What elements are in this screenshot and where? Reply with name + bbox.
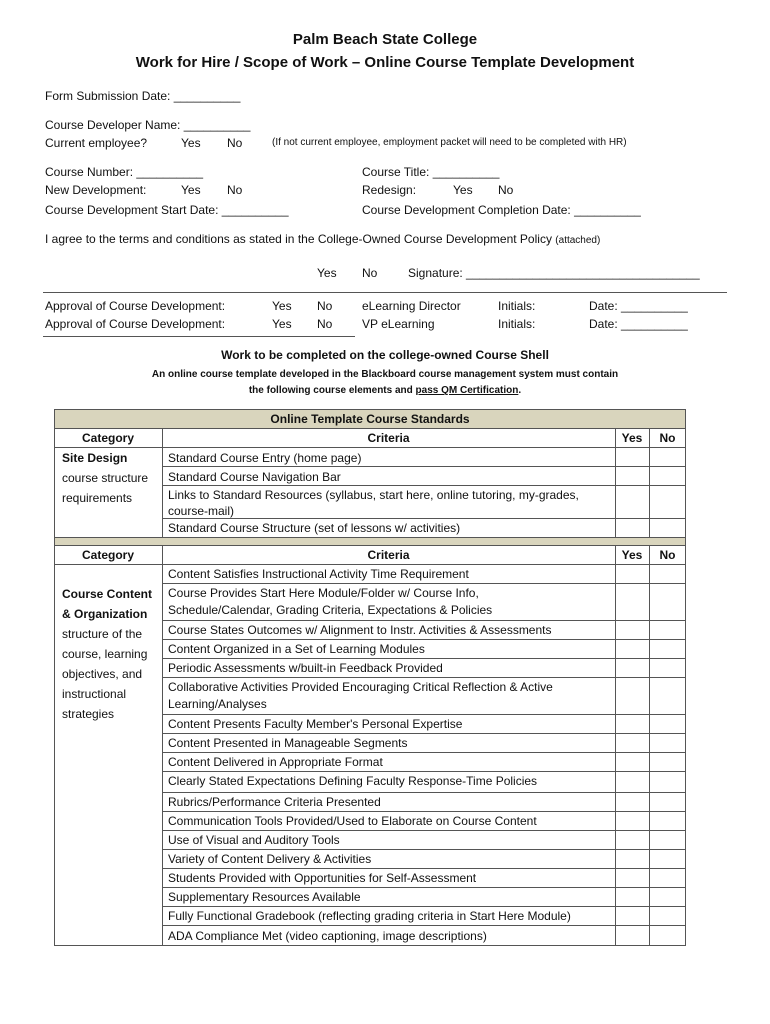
table-hline [54,545,686,546]
criteria-item: course-mail) [168,504,235,518]
agreement-no[interactable]: No [362,266,378,280]
site-design-category [62,448,157,508]
table-hline [162,792,686,793]
table-hline [162,771,686,772]
college-name: Palm Beach State College [292,31,478,48]
new-development-no[interactable]: No [227,183,243,197]
category-desc: objectives, and [62,667,143,681]
category-desc: structure of the [62,627,143,641]
approval-date[interactable]: Date: __________ [589,299,688,313]
development-start-date[interactable]: Course Development Start Date: __________ [45,203,289,217]
divider-bottom [43,336,355,337]
table-hline [162,583,686,584]
table-hline [162,925,686,926]
current-employee-yes[interactable]: Yes [181,136,201,150]
form-submission-date[interactable]: Form Submission Date: __________ [45,89,241,103]
agreement-statement: I agree to the terms and conditions as stated in the College-Owned Course Development Policy [45,232,552,246]
criteria-item: Learning/Analyses [168,697,267,711]
criteria-item: Communication Tools Provided/Used to Elaborate on Course Content [168,814,537,828]
divider-top [43,292,727,293]
shell-line-2-text: the following course elements and [248,385,416,396]
signature-field[interactable]: Signature: ___________________________________ [408,266,700,280]
table-hline [162,677,686,678]
no-header: No [659,431,676,445]
table-vline [162,545,163,946]
table-hline [162,620,686,621]
qm-certification-link[interactable]: pass QM Certification [415,385,519,396]
criteria-item: Content Presents Faculty Member's Personal Expertise [168,717,463,731]
table-hline [162,906,686,907]
redesign-yes[interactable]: Yes [453,183,473,197]
criteria-item: Rubrics/Performance Criteria Presented [168,795,381,809]
employee-note: (If not current employee, employment packet will need to be completed with HR) [272,137,627,148]
table-hline [162,811,686,812]
course-content-category [62,584,157,724]
approval-label: Approval of Course Development: [45,317,226,331]
current-employee-label: Current employee? [45,136,148,150]
shell-line-1: An online course template developed in the Blackboard course management system must contain [151,369,619,380]
criteria-item: Periodic Assessments w/built-in Feedback Provided [168,661,443,675]
category-desc: course, learning [62,647,148,661]
shell-line-2 [0,385,770,396]
approval-no[interactable]: No [317,299,333,313]
category-title: & Organization [62,607,148,621]
criteria-item: Variety of Content Delivery & Activities [168,852,372,866]
criteria-item: Links to Standard Resources (syllabus, start here, online tutoring, my-grades, [168,488,579,502]
table-hline [162,887,686,888]
approval-no[interactable]: No [317,317,333,331]
criteria-item: Content Delivered in Appropriate Format [168,755,383,769]
table-hline [162,849,686,850]
table-hline [162,830,686,831]
redesign-no[interactable]: No [498,183,514,197]
criteria-item: Collaborative Activities Provided Encouraging Critical Reflection & Active [168,680,553,694]
criteria-item: Students Provided with Opportunities for Self-Assessment [168,871,477,885]
page-title: Work for Hire / Scope of Work – Online Course Template Development [135,54,635,71]
criteria-item: Standard Course Navigation Bar [168,470,341,484]
no-header: No [659,548,676,562]
criteria-item: Standard Course Structure (set of lessons w/ activities) [168,521,461,535]
course-developer-name[interactable]: Course Developer Name: __________ [45,118,251,132]
agreement-text [45,232,600,246]
course-title[interactable]: Course Title: __________ [362,165,500,179]
development-completion-date[interactable]: Course Development Completion Date: __________ [362,203,641,217]
table-hline [162,868,686,869]
criteria-item: Content Presented in Manageable Segments [168,736,408,750]
table-hline [162,658,686,659]
approval-initials[interactable]: Initials: [498,317,536,331]
criteria-item: Clearly Stated Expectations Defining Faculty Response-Time Policies [168,774,538,788]
approval-yes[interactable]: Yes [272,299,292,313]
table-hline [54,537,686,538]
approval-label: Approval of Course Development: [45,299,226,313]
yes-header: Yes [621,431,643,445]
criteria-item: Fully Functional Gradebook (reflecting grading criteria in Start Here Module) [168,909,571,923]
table-vline [615,545,616,946]
table-vline [649,545,650,946]
shell-line-2-end: . [518,385,522,396]
table-hline [162,714,686,715]
criteria-item: Course States Outcomes w/ Alignment to Instr. Activities & Assessments [168,623,552,637]
redesign-label: Redesign: [362,183,417,197]
table-hline [162,518,686,519]
criteria-item: Use of Visual and Auditory Tools [168,833,340,847]
current-employee-no[interactable]: No [227,136,243,150]
table-hline [162,639,686,640]
table-title: Online Template Course Standards [270,412,470,426]
agreement-yes[interactable]: Yes [317,266,337,280]
table-hline [162,752,686,753]
new-development-label: New Development: [45,183,147,197]
table-hline [162,466,686,467]
approval-role: eLearning Director [362,299,461,313]
category-title: Course Content [62,587,152,601]
category-desc: instructional [62,687,127,701]
category-header: Category [81,431,134,445]
criteria-item: Standard Course Entry (home page) [168,451,362,465]
category-desc: strategies [62,707,115,721]
category-title: Site Design [62,451,128,465]
criteria-item: Content Organized in a Set of Learning Modules [168,642,425,656]
table-hline [54,428,686,429]
new-development-yes[interactable]: Yes [181,183,201,197]
criteria-item: Content Satisfies Instructional Activity Time Requirement [168,567,469,581]
approval-date[interactable]: Date: __________ [589,317,688,331]
agreement-attached-note: (attached) [555,235,601,246]
category-header: Category [81,548,134,562]
category-desc: course structure [62,471,149,485]
criteria-item: Course Provides Start Here Module/Folder w/ Course Info, [168,586,479,600]
yes-header: Yes [621,548,643,562]
approval-yes[interactable]: Yes [272,317,292,331]
shell-heading: Work to be completed on the college-owned Course Shell [221,348,549,362]
criteria-header: Criteria [367,431,410,445]
table-hline [162,485,686,486]
category-desc: requirements [62,491,133,505]
table-hline [162,733,686,734]
criteria-item: Supplementary Resources Available [168,890,361,904]
table-hline [54,564,686,565]
approval-role: VP eLearning [362,317,435,331]
criteria-header: Criteria [367,548,410,562]
criteria-item: ADA Compliance Met (video captioning, image descriptions) [168,929,487,943]
approval-initials[interactable]: Initials: [498,299,536,313]
course-number[interactable]: Course Number: __________ [45,165,204,179]
criteria-item: Schedule/Calendar, Grading Criteria, Expectations & Policies [168,603,493,617]
